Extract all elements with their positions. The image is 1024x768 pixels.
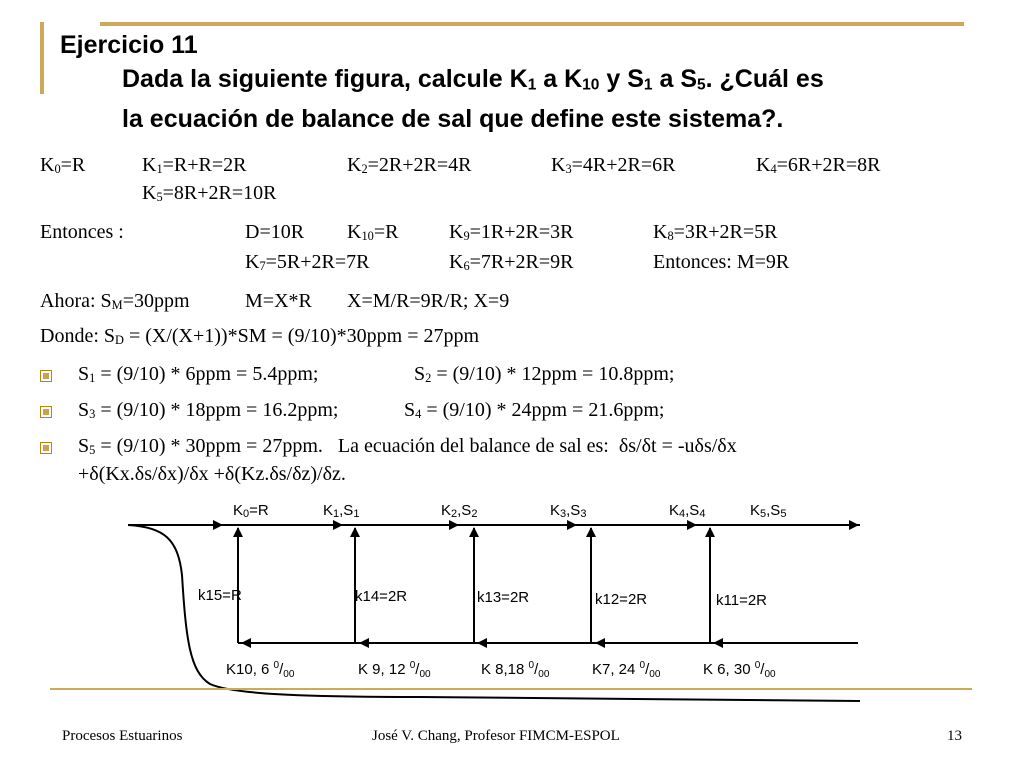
entonces-label: Entonces : (40, 221, 124, 243)
k0-value: $K_0=R$ (40, 154, 86, 176)
donde-line: Donde: $S_D = (X/(X+1))*SM = (9/10)*30ppm = 27ppm$ (40, 325, 480, 347)
top-label-k2: K2,S2 (441, 502, 478, 520)
mid-label-k12: k12=2R (595, 591, 648, 608)
mid-label-k13: k13=2R (477, 589, 530, 606)
bottom-label-k8: K 8,18 $^0/_{00}$ (481, 660, 550, 680)
footer-author: José V. Chang, Profesor FIMCM-ESPOL (372, 728, 620, 744)
s4-value: $S_4 = (9/10) * 24ppm = 21.6ppm$; (404, 399, 665, 421)
m-value: Entonces: M=9R (653, 251, 790, 273)
ahora-sm: Ahora: $S_M=30ppm$ (40, 290, 190, 312)
top-label-k5: K5,S5 (750, 502, 787, 520)
title-accent-bar-left (40, 22, 44, 94)
k8-value: $K_8=3R+2R=5R$ (653, 221, 778, 243)
k3-value: $K_3=4R+2R=6R$ (551, 154, 676, 176)
estuary-flow-diagram (0, 490, 1024, 710)
slide-title (60, 28, 1000, 136)
top-label-k0: K0=R (233, 502, 269, 520)
s2-value: $S_2 = (9/10) * 12ppm = 10.8ppm$; (414, 363, 675, 385)
k5-value: $K_5=8R+2R=10R$ (142, 182, 277, 204)
bullet-2-icon (40, 406, 52, 418)
k9-value: $K_9=1R+2R=3R$ (449, 221, 574, 243)
k6-value: $K_6=7R+2R=9R$ (449, 251, 574, 273)
bottom-label-k6: K 6, 30 $^0/_{00}$ (703, 660, 776, 680)
bottom-label-k7: K7, 24 $^0/_{00}$ (592, 660, 661, 680)
ahora-x: X=M/R=9R/R; X=9 (347, 290, 510, 312)
k10-value: $K_{10}=R$ (347, 221, 399, 243)
title-line-1: Ejercicio 11 (60, 31, 198, 59)
k1-value: $K_1=R+R=2R$ (142, 154, 247, 176)
top-label-k1: K1,S1 (323, 502, 360, 520)
mid-label-k14: k14=2R (355, 588, 408, 605)
bottom-label-k10: K10, 6 $^0/_{00}$ (226, 660, 295, 680)
k4-value: $K_4=6R+2R=8R$ (756, 154, 881, 176)
ahora-m: M=X*R (245, 290, 312, 312)
s5-equation: $S_5 = (9/10) * 30ppm = 27ppm$. La ecuación del balance de sal es: δs/δt = -uδs/δx (78, 435, 737, 457)
k2-value: $K_2=2R+2R=4R$ (347, 154, 472, 176)
s3-value: $S_3 = (9/10) * 18ppm = 16.2ppm$; (78, 399, 339, 421)
mid-label-k15: k15=R (198, 587, 242, 604)
s1-value: $S_1 = (9/10) * 6ppm = 5.4ppm$; (78, 363, 319, 385)
title-line-2: Dada la siguiente figura, calcule $K_1$ a $K_{10}$ y $S_1$ a $S_5$. ¿Cuál es (122, 65, 824, 94)
title-line-3: la ecuación de balance de sal que define este sistema?. (122, 105, 784, 134)
bottom-label-k9: K 9, 12 $^0/_{00}$ (358, 660, 431, 680)
top-label-k4: K4,S4 (669, 502, 706, 520)
bullet-1-icon (40, 370, 52, 382)
top-label-k3: K3,S3 (550, 502, 587, 520)
footer-course: Procesos Estuarinos (62, 728, 183, 744)
s5-equation-cont: +δ(Kx.δs/δx)/δx +δ(Kz.δs/δz)/δz. (78, 463, 346, 485)
footer-divider (50, 688, 972, 690)
title-accent-bar-top (100, 22, 964, 26)
bullet-3-icon (40, 442, 52, 454)
footer-page-number: 13 (947, 728, 962, 744)
k7-value: $K_7=5R+2R=7R$ (245, 251, 370, 273)
mid-label-k11: k11=2R (716, 592, 768, 609)
d-value: D=10R (245, 221, 305, 243)
